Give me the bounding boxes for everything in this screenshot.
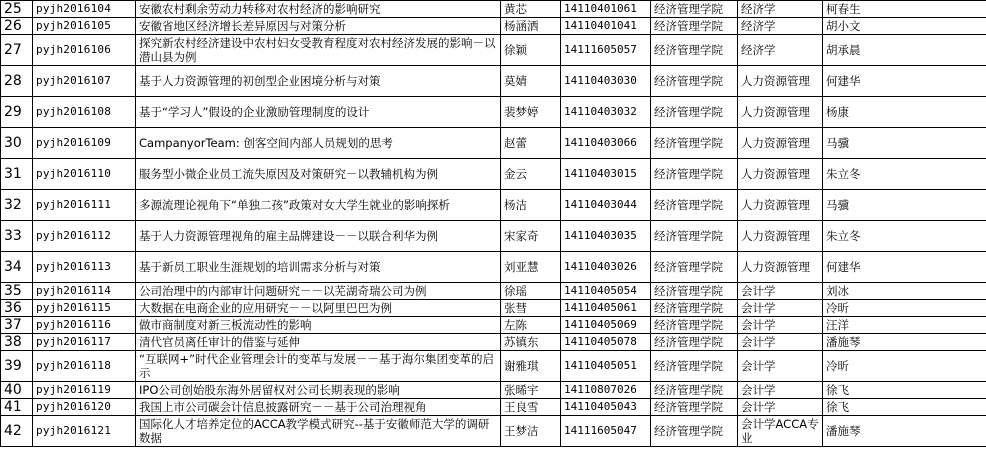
project-title-cell: 公司治理中的内部审计问题研究－－以芜湖奇瑞公司为例: [136, 283, 501, 300]
school-cell: 经济管理学院: [651, 399, 738, 416]
table-row: [1, 221, 986, 252]
project-title-cell: CampanyorTeam: 创客空间内部人员规划的思考: [136, 128, 501, 159]
school-cell: 经济管理学院: [651, 283, 738, 300]
school-cell: 经济管理学院: [651, 97, 738, 128]
project-title-cell: 大数据在电商企业的应用研究－－以阿里巴巴为例: [136, 300, 501, 317]
major-cell: 人力资源管理: [738, 190, 823, 221]
project-title-cell: 安徽省地区经济增长差异原因与对策分析: [136, 18, 501, 35]
row-number-cell: 39: [1, 351, 33, 382]
student-id-cell: 14110405069: [561, 317, 651, 334]
school-cell: 经济管理学院: [651, 317, 738, 334]
major-cell: 人力资源管理: [738, 159, 823, 190]
project-title-cell: 国际化人才培养定位的ACCA教学模式研究--基于安徽师范大学的调研数据: [136, 416, 501, 447]
major-cell: 人力资源管理: [738, 66, 823, 97]
table-row: [1, 283, 986, 300]
table-row: [1, 35, 986, 66]
student-id-cell: 14110403035: [561, 221, 651, 252]
major-cell: 会计学: [738, 317, 823, 334]
row-number-cell: 40: [1, 382, 33, 399]
student-id-cell: 14111605057: [561, 35, 651, 66]
project-title-cell: 安徽农村剩余劳动力转移对农村经济的影响研究: [136, 1, 501, 18]
project-title-cell: 基于人力资源管理的初创型企业困境分析与对策: [136, 66, 501, 97]
project-code-cell: pyjh2016119: [33, 382, 136, 399]
project-title-cell: 服务型小微企业员工流失原因及对策研究－以教辅机构为例: [136, 159, 501, 190]
project-code-cell: pyjh2016105: [33, 18, 136, 35]
row-number-cell: 26: [1, 18, 33, 35]
advisor-cell: 徐飞: [823, 399, 986, 416]
row-number-cell: 31: [1, 159, 33, 190]
project-code-cell: pyjh2016104: [33, 1, 136, 18]
school-cell: 经济管理学院: [651, 159, 738, 190]
row-number-cell: 36: [1, 300, 33, 317]
student-id-cell: 14110405051: [561, 351, 651, 382]
row-number-cell: 35: [1, 283, 33, 300]
student-name-cell: 王梦洁: [501, 416, 561, 447]
table-row: [1, 252, 986, 283]
school-cell: 经济管理学院: [651, 351, 738, 382]
advisor-cell: 马骥: [823, 128, 986, 159]
advisor-cell: 徐飞: [823, 382, 986, 399]
student-id-cell: 14110403032: [561, 97, 651, 128]
student-name-cell: 黄芯: [501, 1, 561, 18]
table-row: [1, 190, 986, 221]
student-id-cell: 14110807026: [561, 382, 651, 399]
major-cell: 经济学: [738, 35, 823, 66]
project-title-cell: 清代官员离任审计的借鉴与延伸: [136, 334, 501, 351]
student-name-cell: 杨洁: [501, 190, 561, 221]
student-name-cell: 徐瑶: [501, 283, 561, 300]
student-name-cell: 谢雅琪: [501, 351, 561, 382]
student-id-cell: 14110405054: [561, 283, 651, 300]
student-name-cell: 宋家奇: [501, 221, 561, 252]
major-cell: 会计学: [738, 334, 823, 351]
table-row: [1, 1, 986, 18]
school-cell: 经济管理学院: [651, 334, 738, 351]
advisor-cell: 何建华: [823, 66, 986, 97]
student-id-cell: 14110403015: [561, 159, 651, 190]
student-id-cell: 14110405043: [561, 399, 651, 416]
project-title-cell: 基于人力资源管理视角的雇主品牌建设－－以联合利华为例: [136, 221, 501, 252]
major-cell: 人力资源管理: [738, 128, 823, 159]
student-name-cell: 徐颖: [501, 35, 561, 66]
student-name-cell: 张晞宇: [501, 382, 561, 399]
project-code-cell: pyjh2016121: [33, 416, 136, 447]
project-title-cell: 基于“学习人”假设的企业激励管理制度的设计: [136, 97, 501, 128]
student-name-cell: 张彗: [501, 300, 561, 317]
major-cell: 经济学: [738, 18, 823, 35]
advisor-cell: 朱立冬: [823, 159, 986, 190]
project-code-cell: pyjh2016107: [33, 66, 136, 97]
school-cell: 经济管理学院: [651, 221, 738, 252]
major-cell: 人力资源管理: [738, 252, 823, 283]
advisor-cell: 胡承晨: [823, 35, 986, 66]
advisor-cell: 汪洋: [823, 317, 986, 334]
project-code-cell: pyjh2016112: [33, 221, 136, 252]
student-name-cell: 苏镇东: [501, 334, 561, 351]
student-id-cell: 14110405078: [561, 334, 651, 351]
table-body: [1, 1, 986, 447]
major-cell: 人力资源管理: [738, 97, 823, 128]
major-cell: 会计学ACCA专业: [738, 416, 823, 447]
project-code-cell: pyjh2016106: [33, 35, 136, 66]
table-row: [1, 382, 986, 399]
student-name-cell: 左陈: [501, 317, 561, 334]
project-title-cell: IPO公司创始股东海外居留权对公司长期表现的影响: [136, 382, 501, 399]
project-title-cell: 我国上市公司碳会计信息披露研究－－基于公司治理视角: [136, 399, 501, 416]
advisor-cell: 何建华: [823, 252, 986, 283]
table-row: [1, 18, 986, 35]
project-code-cell: pyjh2016116: [33, 317, 136, 334]
student-id-cell: 14110403044: [561, 190, 651, 221]
row-number-cell: 34: [1, 252, 33, 283]
row-number-cell: 42: [1, 416, 33, 447]
row-number-cell: 41: [1, 399, 33, 416]
table-row: [1, 300, 986, 317]
student-name-cell: 赵蕾: [501, 128, 561, 159]
table-row: [1, 97, 986, 128]
project-code-cell: pyjh2016120: [33, 399, 136, 416]
table-row: [1, 66, 986, 97]
student-id-cell: 14111605047: [561, 416, 651, 447]
student-name-cell: 莫婧: [501, 66, 561, 97]
major-cell: 会计学: [738, 351, 823, 382]
row-number-cell: 32: [1, 190, 33, 221]
advisor-cell: 冷昕: [823, 300, 986, 317]
project-title-cell: 多源流理论视角下“单独二孩”政策对女大学生就业的影响探析: [136, 190, 501, 221]
table-row: [1, 128, 986, 159]
school-cell: 经济管理学院: [651, 66, 738, 97]
student-id-cell: 14110405061: [561, 300, 651, 317]
school-cell: 经济管理学院: [651, 128, 738, 159]
major-cell: 会计学: [738, 283, 823, 300]
student-id-cell: 14110401041: [561, 18, 651, 35]
project-code-cell: pyjh2016111: [33, 190, 136, 221]
advisor-cell: 朱立冬: [823, 221, 986, 252]
row-number-cell: 30: [1, 128, 33, 159]
major-cell: 会计学: [738, 399, 823, 416]
project-code-cell: pyjh2016117: [33, 334, 136, 351]
school-cell: 经济管理学院: [651, 190, 738, 221]
table-row: [1, 351, 986, 382]
advisor-cell: 柯春生: [823, 1, 986, 18]
project-code-cell: pyjh2016114: [33, 283, 136, 300]
student-name-cell: 刘亚慧: [501, 252, 561, 283]
student-id-cell: 14110401061: [561, 1, 651, 18]
advisor-cell: 胡小文: [823, 18, 986, 35]
student-id-cell: 14110403066: [561, 128, 651, 159]
table-row: [1, 399, 986, 416]
advisor-cell: 潘施琴: [823, 416, 986, 447]
row-number-cell: 25: [1, 1, 33, 18]
row-number-cell: 29: [1, 97, 33, 128]
table-row: [1, 159, 986, 190]
project-title-cell: 做市商制度对新三板流动性的影响: [136, 317, 501, 334]
row-number-cell: 28: [1, 66, 33, 97]
student-name-cell: 杨涵洒: [501, 18, 561, 35]
project-code-cell: pyjh2016110: [33, 159, 136, 190]
row-number-cell: 27: [1, 35, 33, 66]
major-cell: 人力资源管理: [738, 221, 823, 252]
project-code-cell: pyjh2016109: [33, 128, 136, 159]
student-name-cell: 王良雪: [501, 399, 561, 416]
advisor-cell: 冷昕: [823, 351, 986, 382]
project-code-cell: pyjh2016108: [33, 97, 136, 128]
school-cell: 经济管理学院: [651, 382, 738, 399]
project-code-cell: pyjh2016118: [33, 351, 136, 382]
project-title-cell: “互联网+”时代企业管理会计的变革与发展－－基于海尔集团变革的启示: [136, 351, 501, 382]
row-number-cell: 37: [1, 317, 33, 334]
student-name-cell: 裴梦婷: [501, 97, 561, 128]
table-row: [1, 334, 986, 351]
table-row: [1, 317, 986, 334]
major-cell: 会计学: [738, 382, 823, 399]
project-code-cell: pyjh2016113: [33, 252, 136, 283]
student-id-cell: 14110403026: [561, 252, 651, 283]
school-cell: 经济管理学院: [651, 252, 738, 283]
school-cell: 经济管理学院: [651, 35, 738, 66]
major-cell: 会计学: [738, 300, 823, 317]
student-id-cell: 14110403030: [561, 66, 651, 97]
project-title-cell: 基于新员工职业生涯规划的培训需求分析与对策: [136, 252, 501, 283]
advisor-cell: 杨康: [823, 97, 986, 128]
school-cell: 经济管理学院: [651, 300, 738, 317]
student-name-cell: 金云: [501, 159, 561, 190]
advisor-cell: 马骥: [823, 190, 986, 221]
advisor-cell: 潘施琴: [823, 334, 986, 351]
advisor-cell: 刘冰: [823, 283, 986, 300]
school-cell: 经济管理学院: [651, 416, 738, 447]
table-row: [1, 416, 986, 447]
school-cell: 经济管理学院: [651, 18, 738, 35]
row-number-cell: 33: [1, 221, 33, 252]
major-cell: 经济学: [738, 1, 823, 18]
project-code-cell: pyjh2016115: [33, 300, 136, 317]
row-number-cell: 38: [1, 334, 33, 351]
project-title-cell: 探究新农村经济建设中农村妇女受教育程度对农村经济发展的影响－以潜山县为例: [136, 35, 501, 66]
school-cell: 经济管理学院: [651, 1, 738, 18]
